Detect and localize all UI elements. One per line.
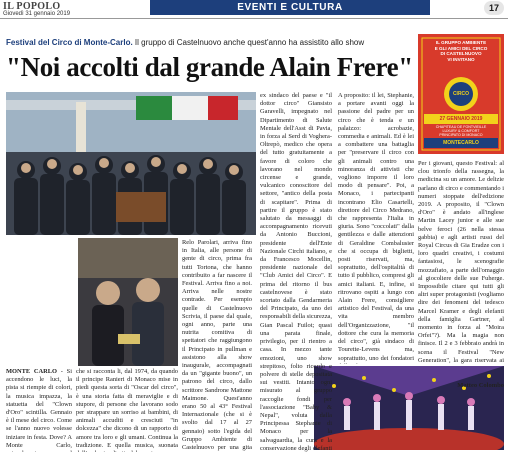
poster-line: VI INVITANO	[447, 56, 475, 62]
poster-line: IL GRUPPO AMBIENTE	[435, 40, 487, 45]
dateline-place: MONTE CARLO	[6, 368, 57, 375]
poster-footer: MONTECARLO	[443, 140, 479, 146]
group-photo-image	[6, 92, 256, 235]
circus-show-image	[314, 366, 504, 450]
poster-date: 27 GENNAIO 2019	[439, 116, 483, 122]
article-column-3	[182, 239, 252, 452]
poster-badge: CIRCO	[452, 91, 470, 97]
group-photo	[6, 92, 256, 235]
portrait-photo-image	[78, 238, 178, 366]
column-text: - Si accendono le luci, la pista si riempie di colori, la musica impazza, la statuetta del "Clown d'Oro" scintilla. Gennaio è il mese del circo. Come se l'anno nuovo volesse iniziare in festa. Dove? A Monte Carlo,	[6, 368, 72, 449]
poster-line: E GLI AMICI DEL CIRCO	[434, 45, 488, 51]
poster-venue-line: CHAPITEAU DE FONTVIEILLE	[435, 125, 487, 129]
article-column-4	[260, 92, 332, 452]
poster-venue-line: LUXURY & COMFORT	[442, 129, 480, 134]
kicker-text: Il gruppo di Castelnuovo anche quest'anno ha assistito allo show	[132, 38, 365, 47]
page-number: 17	[484, 1, 504, 15]
article-column-2	[76, 368, 178, 452]
article-column-1	[6, 368, 72, 452]
column-text: A proposito: il lei, Stephanie, a portare avanti oggi la passione del padre per un circo che è tenda e un palaizzo: acrobazie, commedia e animali. Ed è lei a combattere una battaglia per "preservare il circo con gli animali contro una minoranza di attivisti che vogliono imporre il loro modo di pensare". Poi, a Monaco, i partecipanti incontrano Elio Casartelli, direttore del Circo Medrano, che rappresenta l'Italia in giuria. Sono "coccolati" dalla gentilezza e dalle attenzioni di Geraldine Combalusier che si occupa di biglietti, posti riservati, ma, soprattutto, dell'ospitalità di tutto il pubblico, compresi gli amici italiani. E, infine, si ritrovano ospiti a lungo con Alain Frere, consigliere artistico del Festival, da una vita membro dell'Organizzazione, "il dottore che cura la memoria del circo", già sindaco di Tourette-Levens ma, soprattutto, uno dei fondatori	[338, 92, 414, 362]
masthead: IL POPOLO	[3, 1, 61, 12]
festival-poster	[418, 34, 504, 154]
article-headline: "Noi accolti dal grande Alain Frere"	[6, 52, 413, 82]
poster-venue-line: PRINCIPATO DI MONACO	[439, 133, 483, 138]
article-kicker	[6, 38, 406, 48]
column-text: Relo Parolari, arriva fino in Italia, alle persone di gente di circo, prima fra tutti Tortona, che hanno contribuito a far nascere il Festival. Arriva fino a noi. Arriva nelle nostre contrade. Per esempio quelle di Castelnuovo Scrivia, il paese dal quale, ogni anno, parte una nutrita comitiva di spettatori che raggiungono il Principato in pullman e assistono alla show inaugurale, accompagnati da un "gigante buono", un patrono del circo, dallo scrittore Sandrone Mattone Maimone. Quest'anno erano 50 al 43° Festival Internazionale (che si è svolto dal 17 al 27 gennaio) sotto l'egida del Gruppo Ambiente di Castelnuovo per una gita	[182, 239, 252, 452]
kicker-lead: Festival del Circo di Monte-Carlo.	[6, 38, 133, 47]
circus-show-photo	[314, 366, 504, 450]
page-header	[0, 0, 508, 18]
header-divider	[0, 18, 508, 19]
column-text: che si racconta li, dal 1974, da quando il principe Ranieri di Monaco mise in piedi questa sorta di "Oscar del circo", è una storia fatta di meraviglie e di stupore, di persone che lavorano sodo per strappare un sorriso ai bambini, di animali accuditi e cresciuti "in dolcezza" che dicono di un rapporto di amore tra loro e gli umani. Continua la tradizione. E quella musica, suonata	[76, 368, 178, 449]
column-text: Per i giovani, questo Festival: al clou trionfo della rassegna, la medicina su un amore. Le delizie parlano di circo e commentando i numeri stoppate dell'edizione 2019. A proposito, il "Clown d'Oro" è andato all'inglese Martin Lacey junior e alle sue belve feroci (26 nella stessa gabbia) e agli artisti russi del Royal Circus di Gia Eradze con i loro quadri creativi, i costumi fantasiosi, le scenografie mozzafiato, a parte dell'omaggio al giocoliere delle sue Fuherge. Impossibile citare qui tutti gli altri super protagonisti (vogliamo dire dei fenomeni del tedesco Marcel Kramer e degli elefanti della famiglia Gartner, al momento in forza al "Moira Orfei"?). Ma la magia non finisce. Il 2 e 3 febbraio andrà in scena il Festival "New Generation", la gara riservata ai	[418, 160, 504, 364]
poster-venue	[422, 125, 500, 138]
author-signature: Matteo Colombo	[457, 382, 504, 389]
issue-date: Giovedì 31 gennaio 2019	[3, 11, 71, 17]
article-column-6	[418, 160, 504, 364]
section-title: EVENTI E CULTURA	[150, 0, 430, 15]
poster-heading	[422, 40, 500, 62]
poster-line: DI CASTELNUOVO	[440, 51, 482, 57]
column-text: ex sindaco del paese e "il dottor circo" Giansisto Garavelli, impegnato nel Dipartimento di Salute Mentale dell'Asst di Pavia, in forza al Serd di Voghera-Oltrepò, medico che opera del tutto gratuitamente a favore di coloro che lavorano nel mondo circense e grande, vulcanico conoscitore del settore, "antico della posta di scapitare". Prima di partire il gruppo è stato salutato da messaggi di accompagnamento ricevuti da Antonio Buccioni, presidente dell'Ente Nazionale Circhi italiano, e da Francesco Mocellin, presidente nazionale del "Club Amici del Circo". E prima del ritorno il bus castelnovese è stato scortato dalla Gendarmeria del Principato, da uno dei responsabili della sicurezza, Gian Pascal Fuilot; quasi una parata finale, privilegio, per il rientro a casa. In mezzo tante emozioni, uno show strepitoso, folto ricordo e polvere di stelle depositata sui vestiti. Intanto ogni misurato al gruppo raccoglie fondi per l'associazione "Baby & Nepal", voluta dalla Principessa Stephanie di Monaco per la salvaguardia, la cura e la conservazione degli elefanti	[260, 92, 332, 452]
article-column-5	[338, 92, 414, 364]
portrait-photo	[78, 238, 178, 366]
